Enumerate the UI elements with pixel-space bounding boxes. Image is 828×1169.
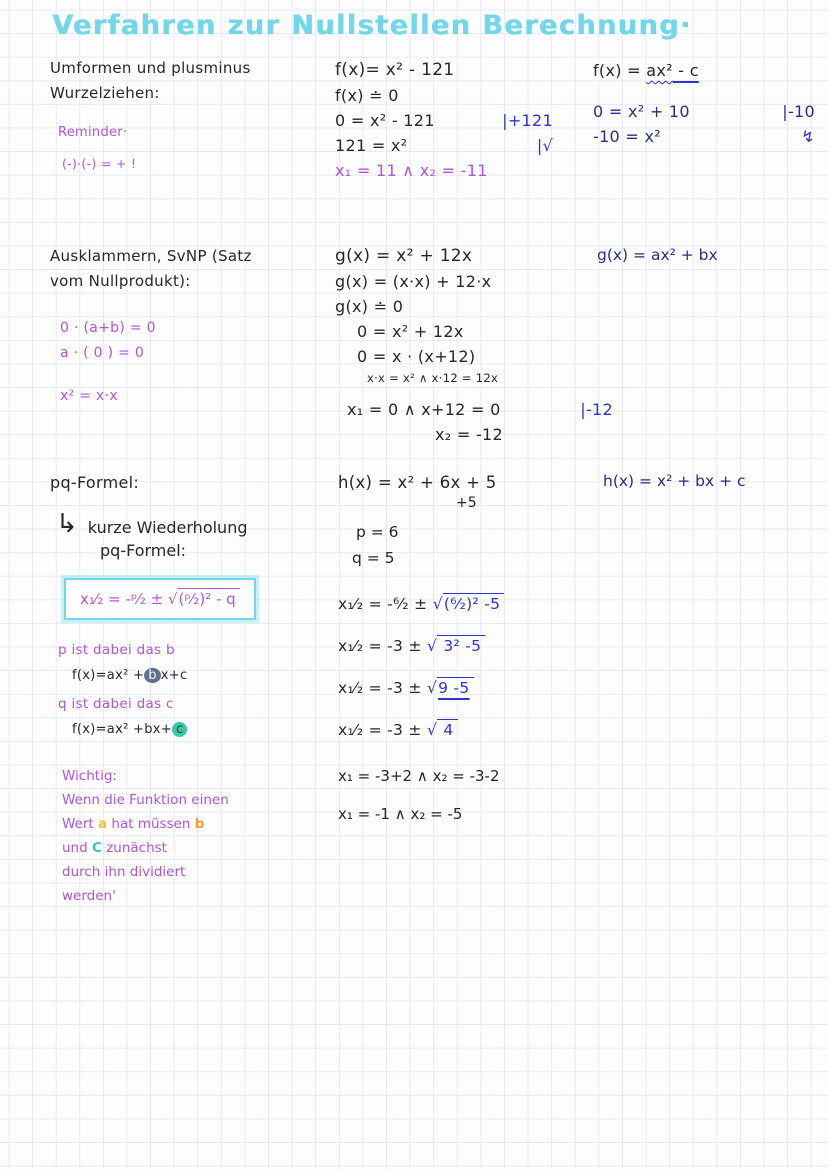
step-lhs: x₁⁄₂ = [338, 595, 388, 613]
equation-line: h(x) = x² + 6x + 5 [338, 473, 497, 492]
fx-pre: f(x)=ax² +bx+ [72, 722, 172, 737]
section-ausklammern [50, 244, 320, 409]
equation-line [593, 99, 815, 124]
wichtig-block [62, 764, 328, 908]
solution-line: x₁ = -3+2 ∧ x₂ = -3-2 [338, 767, 500, 785]
subheading-row [50, 511, 328, 537]
equation-line: g(x) = x² + 12x [335, 246, 473, 266]
radical-sign: √ [432, 595, 443, 613]
c-highlight: C [91, 840, 102, 856]
subheading-line2: pq-Formel: [100, 541, 187, 560]
rule-line: x² = x·x [60, 388, 118, 404]
function-label: f(x) = [593, 61, 647, 80]
wichtig-line: Wenn die Funktion einen [62, 792, 229, 808]
method-heading: pq-Formel: [50, 473, 140, 492]
wichtig-text: Wert [62, 816, 98, 832]
q-definition: q ist dabei das c [58, 696, 174, 712]
arrow-icon: ↳ [56, 509, 78, 539]
reminder-label: Reminder· [58, 125, 128, 140]
pq-step [338, 637, 598, 655]
solution-line: x₁ = -1 ∧ x₂ = -5 [338, 805, 463, 823]
operation-note: |-12 [580, 400, 613, 419]
wichtig-text: und [62, 840, 92, 856]
general-form-h [603, 472, 746, 490]
equation-line: 0 = x · (x+12) [357, 347, 476, 366]
wichtig-text: zunächst [101, 840, 167, 856]
sign-rule: (-)·(-) = + ! [62, 156, 137, 171]
side-note: x·x = x² ∧ x·12 = 12x [367, 371, 499, 385]
step-pre: -⁶⁄₂ ± [387, 595, 433, 613]
operation-note: |-10 [782, 102, 815, 121]
equation: -10 = x² [593, 127, 661, 146]
radical-sign: √ [426, 637, 438, 655]
wichtig-line [62, 836, 328, 860]
b-highlight: b [194, 816, 205, 832]
a-highlight: a [98, 816, 108, 832]
fx-pre: f(x)=ax² + [72, 668, 145, 683]
equation-line: 0 = x² + 12x [357, 322, 464, 341]
radicand: (⁶⁄₂)² -5 [443, 593, 504, 613]
equation-line [335, 133, 553, 158]
wichtig-heading: Wichtig: [62, 768, 117, 784]
radicand: (ᵖ⁄₂)² - q [178, 588, 240, 608]
method-heading-line2: Wurzelziehen: [50, 84, 160, 102]
step-lhs: x₁⁄₂ = [338, 721, 388, 739]
example-f [335, 58, 553, 183]
p-value: p = 6 [356, 523, 399, 541]
fx-with-b-highlight [72, 663, 328, 688]
pq-formula-box [64, 578, 256, 620]
c-term: - c [672, 61, 699, 80]
equation-line: f(x) ≐ 0 [335, 86, 399, 105]
wichtig-text: hat müssen [107, 816, 195, 832]
section-umformen [50, 56, 320, 176]
general-form-g [597, 246, 718, 264]
radical-sign: √ [426, 721, 438, 739]
page-title: Verfahren zur Nullstellen Berechnung· [52, 10, 692, 41]
radicand: 9 -5 [437, 677, 473, 697]
subheading-line1: kurze Wiederholung [87, 518, 248, 537]
solution-line: x₂ = -12 [435, 425, 503, 444]
general-form-line: g(x) = ax² + bx [597, 246, 718, 264]
equation-line [335, 108, 553, 133]
q-annotation: +5 [456, 495, 477, 511]
pq-step [338, 721, 598, 739]
contradiction-icon: ↯ [801, 127, 815, 146]
equation-line: f(x)= x² - 121 [335, 60, 455, 80]
step-pre: -3 ± [387, 721, 427, 739]
equation: 121 = x² [335, 136, 408, 155]
operation-note: |√ [536, 136, 553, 155]
equation-line: g(x) ≐ 0 [335, 297, 404, 316]
pq-step [338, 595, 598, 613]
wichtig-line: durch ihn dividiert [62, 864, 186, 880]
section-pq-formel [50, 470, 328, 908]
solution-line: x₁ = 11 ∧ x₂ = -11 [335, 161, 488, 180]
q-value: q = 5 [352, 549, 395, 567]
rule-line: 0 · (a+b) = 0 [60, 320, 156, 336]
equation: 0 = x² - 121 [335, 111, 435, 130]
method-heading-line1: Ausklammern, SvNP (Satz [50, 247, 252, 265]
radical-sign: √ [167, 590, 178, 608]
equation-line: g(x) = (x·x) + 12·x [335, 272, 492, 291]
p-definition: p ist dabei das b [58, 642, 175, 658]
method-heading-line2: vom Nullprodukt): [50, 272, 191, 290]
pq-step [338, 679, 598, 697]
step-pre: -3 ± [387, 679, 427, 697]
fx-post: x+c [160, 668, 188, 683]
fx-with-c-highlight [72, 717, 328, 742]
step-lhs: x₁⁄₂ = [338, 679, 388, 697]
b-highlight: b [144, 668, 161, 683]
example-h [338, 470, 598, 823]
equation-line [335, 397, 613, 422]
ax2-term: ax² [646, 61, 673, 80]
method-heading-line1: Umformen und plusminus [50, 59, 251, 77]
formula-lhs: x₁⁄₂ = [80, 590, 126, 608]
wichtig-line: werden' [62, 888, 116, 904]
formula-pre: -ᵖ⁄₂ ± [125, 590, 168, 608]
step-lhs: x₁⁄₂ = [338, 637, 388, 655]
equation: x₁ = 0 ∧ x+12 = 0 [347, 400, 501, 419]
example-g [335, 244, 613, 447]
general-form-f [593, 58, 815, 149]
radicand: 3² -5 [437, 635, 485, 655]
general-form-line [593, 58, 815, 83]
c-highlight: c [172, 722, 187, 737]
general-form-line: h(x) = x² + bx + c [603, 472, 746, 490]
radicand: 4 [437, 719, 457, 739]
operation-note: |+121 [502, 111, 553, 130]
equation: 0 = x² + 10 [593, 102, 690, 121]
rule-line: a · ( 0 ) = 0 [60, 345, 145, 361]
radical-sign: √ [426, 679, 438, 697]
step-pre: -3 ± [387, 637, 427, 655]
equation-line [593, 124, 815, 149]
wichtig-line [62, 812, 328, 836]
